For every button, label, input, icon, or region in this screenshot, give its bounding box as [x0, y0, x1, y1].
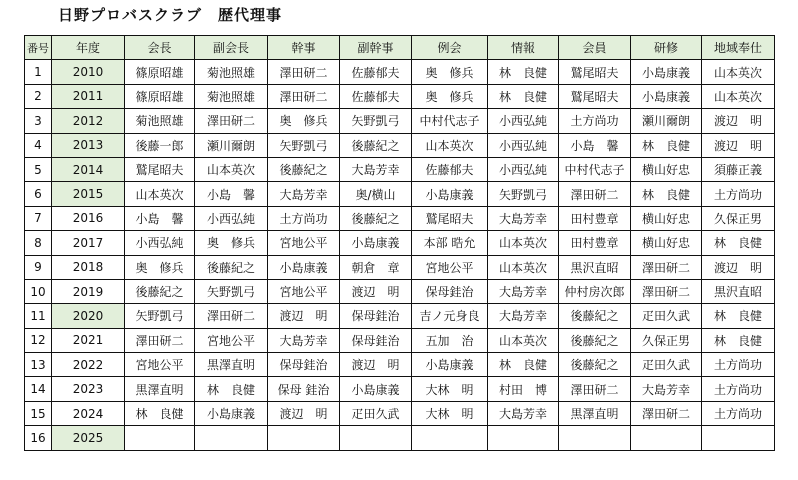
name-cell: 後藤紀之: [559, 328, 631, 352]
row-number: 16: [25, 426, 52, 450]
name-cell: 吉ノ元身良: [412, 304, 488, 328]
row-number: 14: [25, 377, 52, 401]
name-cell: 中村代志子: [559, 157, 631, 181]
name-cell: 山本英次: [702, 84, 775, 108]
name-cell: 後藤紀之: [340, 133, 412, 157]
name-cell: 澤田研二: [125, 328, 195, 352]
name-cell: 大林 明: [412, 377, 488, 401]
name-cell: 村田 博: [488, 377, 559, 401]
name-cell: 菊池照雄: [195, 60, 268, 84]
name-cell: 黒沢直昭: [702, 279, 775, 303]
year-cell: 2024: [52, 401, 125, 425]
name-cell: 小西弘純: [488, 157, 559, 181]
header-year: 年度: [52, 36, 125, 60]
name-cell: 澤田研二: [559, 182, 631, 206]
name-cell: [488, 426, 559, 450]
name-cell: 小西弘純: [488, 133, 559, 157]
name-cell: 澤田研二: [195, 109, 268, 133]
name-cell: 大島芳幸: [488, 279, 559, 303]
table-row: [25, 109, 775, 133]
row-number: 15: [25, 401, 52, 425]
name-cell: 奥 修兵: [412, 84, 488, 108]
row-number: 11: [25, 304, 52, 328]
year-cell: 2013: [52, 133, 125, 157]
name-cell: 後藤紀之: [559, 353, 631, 377]
name-cell: 土方尚功: [702, 353, 775, 377]
name-cell: 朝倉 章: [340, 255, 412, 279]
name-cell: 佐藤郁夫: [340, 60, 412, 84]
name-cell: [559, 426, 631, 450]
name-cell: 山本英次: [488, 255, 559, 279]
name-cell: 矢野凱弓: [340, 109, 412, 133]
name-cell: 鷲尾昭夫: [559, 84, 631, 108]
name-cell: 林 良健: [195, 377, 268, 401]
name-cell: 渡辺 明: [702, 255, 775, 279]
name-cell: 土方尚功: [702, 377, 775, 401]
name-cell: 澤田研二: [559, 377, 631, 401]
name-cell: 土方尚功: [702, 401, 775, 425]
table-row: [25, 279, 775, 303]
name-cell: 林 良健: [702, 328, 775, 352]
name-cell: 黒沢直昭: [559, 255, 631, 279]
row-number: 6: [25, 182, 52, 206]
name-cell: 篠原昭雄: [125, 60, 195, 84]
table-row: [25, 84, 775, 108]
name-cell: 疋田久武: [631, 353, 702, 377]
name-cell: 田村豊章: [559, 206, 631, 230]
page-title: 日野プロバスクラブ 歴代理事: [58, 6, 283, 24]
name-cell: [412, 426, 488, 450]
name-cell: 宮地公平: [195, 328, 268, 352]
year-cell: 2011: [52, 84, 125, 108]
name-cell: 疋田久武: [340, 401, 412, 425]
name-cell: 土方尚功: [268, 206, 340, 230]
header-president: 会長: [125, 36, 195, 60]
row-number: 5: [25, 157, 52, 181]
name-cell: 後藤一郎: [125, 133, 195, 157]
name-cell: 保母銈治: [268, 353, 340, 377]
name-cell: 林 良健: [125, 401, 195, 425]
header-row: [25, 36, 775, 60]
name-cell: [702, 426, 775, 450]
table-body: [25, 60, 775, 450]
name-cell: 矢野凱弓: [125, 304, 195, 328]
name-cell: 小島 馨: [559, 133, 631, 157]
table-row: [25, 206, 775, 230]
year-cell: 2015: [52, 182, 125, 206]
name-cell: 小島 馨: [195, 182, 268, 206]
name-cell: 宮地公平: [125, 353, 195, 377]
name-cell: 土方尚功: [559, 109, 631, 133]
name-cell: 大島芳幸: [488, 304, 559, 328]
name-cell: 奥 修兵: [268, 109, 340, 133]
name-cell: 大島芳幸: [488, 206, 559, 230]
name-cell: 仲村房次郎: [559, 279, 631, 303]
name-cell: 小島康義: [631, 60, 702, 84]
table-row: [25, 353, 775, 377]
name-cell: 疋田久武: [631, 304, 702, 328]
name-cell: 渡辺 明: [268, 401, 340, 425]
year-cell: 2017: [52, 231, 125, 255]
header-information: 情報: [488, 36, 559, 60]
name-cell: 奥 修兵: [125, 255, 195, 279]
year-cell: 2020: [52, 304, 125, 328]
year-cell: 2021: [52, 328, 125, 352]
name-cell: 小島康義: [268, 255, 340, 279]
name-cell: 菊池照雄: [125, 109, 195, 133]
header-membership: 会員: [559, 36, 631, 60]
name-cell: 横山好忠: [631, 206, 702, 230]
year-cell: 2018: [52, 255, 125, 279]
name-cell: 渡辺 明: [340, 279, 412, 303]
name-cell: 澤田研二: [631, 255, 702, 279]
table-row: [25, 426, 775, 450]
name-cell: 大島芳幸: [340, 157, 412, 181]
name-cell: 大島芳幸: [268, 328, 340, 352]
year-cell: 2016: [52, 206, 125, 230]
name-cell: 渡辺 明: [268, 304, 340, 328]
name-cell: 山本英次: [125, 182, 195, 206]
name-cell: 本部 晧允: [412, 231, 488, 255]
name-cell: [340, 426, 412, 450]
name-cell: 小島 馨: [125, 206, 195, 230]
name-cell: 黒澤直明: [195, 353, 268, 377]
row-number: 10: [25, 279, 52, 303]
name-cell: 澤田研二: [631, 401, 702, 425]
name-cell: 中村代志子: [412, 109, 488, 133]
year-cell: 2022: [52, 353, 125, 377]
name-cell: 瀬川爾朗: [631, 109, 702, 133]
name-cell: 後藤紀之: [559, 304, 631, 328]
name-cell: 渡辺 明: [340, 353, 412, 377]
header-vice-president: 副会長: [195, 36, 268, 60]
name-cell: 鷲尾昭夫: [125, 157, 195, 181]
name-cell: [268, 426, 340, 450]
name-cell: 小島康義: [412, 353, 488, 377]
name-cell: 山本英次: [702, 60, 775, 84]
name-cell: 奥 修兵: [412, 60, 488, 84]
name-cell: 林 良健: [488, 353, 559, 377]
name-cell: 山本英次: [195, 157, 268, 181]
name-cell: [195, 426, 268, 450]
name-cell: 林 良健: [488, 84, 559, 108]
name-cell: 小島康義: [412, 182, 488, 206]
header-community-service: 地域奉仕: [702, 36, 775, 60]
row-number: 1: [25, 60, 52, 84]
name-cell: 佐藤郁夫: [412, 157, 488, 181]
header-training: 研修: [631, 36, 702, 60]
name-cell: 矢野凱弓: [195, 279, 268, 303]
name-cell: 田村豊章: [559, 231, 631, 255]
name-cell: 大島芳幸: [268, 182, 340, 206]
row-number: 9: [25, 255, 52, 279]
name-cell: 宮地公平: [412, 255, 488, 279]
name-cell: 矢野凱弓: [268, 133, 340, 157]
header-no: 番号: [25, 36, 52, 60]
year-cell: 2025: [52, 426, 125, 450]
name-cell: 後藤紀之: [125, 279, 195, 303]
name-cell: 澤田研二: [268, 84, 340, 108]
officers-table: [24, 35, 775, 451]
table-row: [25, 401, 775, 425]
row-number: 3: [25, 109, 52, 133]
name-cell: 大島芳幸: [631, 377, 702, 401]
name-cell: 保母銈治: [412, 279, 488, 303]
table-row: [25, 231, 775, 255]
name-cell: 瀬川爾朗: [195, 133, 268, 157]
name-cell: 林 良健: [702, 231, 775, 255]
name-cell: 山本英次: [488, 231, 559, 255]
name-cell: 澤田研二: [631, 279, 702, 303]
name-cell: 矢野凱弓: [488, 182, 559, 206]
name-cell: 五加 治: [412, 328, 488, 352]
name-cell: 渡辺 明: [702, 133, 775, 157]
row-number: 2: [25, 84, 52, 108]
name-cell: 黒澤直明: [125, 377, 195, 401]
name-cell: 横山好忠: [631, 157, 702, 181]
name-cell: 林 良健: [631, 133, 702, 157]
name-cell: 後藤紀之: [195, 255, 268, 279]
table-row: [25, 157, 775, 181]
header-secretary: 幹事: [268, 36, 340, 60]
name-cell: 佐藤郁夫: [340, 84, 412, 108]
name-cell: 須藤正義: [702, 157, 775, 181]
name-cell: 奥/横山: [340, 182, 412, 206]
name-cell: 澤田研二: [268, 60, 340, 84]
name-cell: 渡辺 明: [702, 109, 775, 133]
name-cell: 大島芳幸: [488, 401, 559, 425]
table-row: [25, 60, 775, 84]
name-cell: 黒澤直明: [559, 401, 631, 425]
name-cell: 小島康義: [340, 231, 412, 255]
name-cell: 久保正男: [702, 206, 775, 230]
year-cell: 2012: [52, 109, 125, 133]
name-cell: 小西弘純: [195, 206, 268, 230]
name-cell: 菊池照雄: [195, 84, 268, 108]
name-cell: 鷲尾昭夫: [559, 60, 631, 84]
name-cell: 小島康義: [195, 401, 268, 425]
name-cell: 林 良健: [631, 182, 702, 206]
row-number: 8: [25, 231, 52, 255]
name-cell: 久保正男: [631, 328, 702, 352]
table-row: [25, 377, 775, 401]
year-cell: 2014: [52, 157, 125, 181]
name-cell: 小島康義: [631, 84, 702, 108]
name-cell: 保母 銈治: [268, 377, 340, 401]
name-cell: 篠原昭雄: [125, 84, 195, 108]
year-cell: 2023: [52, 377, 125, 401]
name-cell: 山本英次: [488, 328, 559, 352]
table-row: [25, 304, 775, 328]
row-number: 4: [25, 133, 52, 157]
header-vice-secretary: 副幹事: [340, 36, 412, 60]
name-cell: 宮地公平: [268, 231, 340, 255]
name-cell: 小西弘純: [125, 231, 195, 255]
row-number: 12: [25, 328, 52, 352]
table-row: [25, 328, 775, 352]
name-cell: 後藤紀之: [340, 206, 412, 230]
row-number: 13: [25, 353, 52, 377]
name-cell: 鷲尾昭夫: [412, 206, 488, 230]
name-cell: 奥 修兵: [195, 231, 268, 255]
row-number: 7: [25, 206, 52, 230]
name-cell: 小西弘純: [488, 109, 559, 133]
name-cell: 宮地公平: [268, 279, 340, 303]
name-cell: 澤田研二: [195, 304, 268, 328]
name-cell: [125, 426, 195, 450]
table-row: [25, 133, 775, 157]
name-cell: 保母銈治: [340, 328, 412, 352]
name-cell: 土方尚功: [702, 182, 775, 206]
name-cell: [631, 426, 702, 450]
name-cell: 林 良健: [702, 304, 775, 328]
name-cell: 大林 明: [412, 401, 488, 425]
year-cell: 2010: [52, 60, 125, 84]
name-cell: 林 良健: [488, 60, 559, 84]
name-cell: 山本英次: [412, 133, 488, 157]
name-cell: 横山好忠: [631, 231, 702, 255]
table-row: [25, 182, 775, 206]
table-row: [25, 255, 775, 279]
name-cell: 保母銈治: [340, 304, 412, 328]
name-cell: 小島康義: [340, 377, 412, 401]
year-cell: 2019: [52, 279, 125, 303]
name-cell: 後藤紀之: [268, 157, 340, 181]
header-meeting: 例会: [412, 36, 488, 60]
